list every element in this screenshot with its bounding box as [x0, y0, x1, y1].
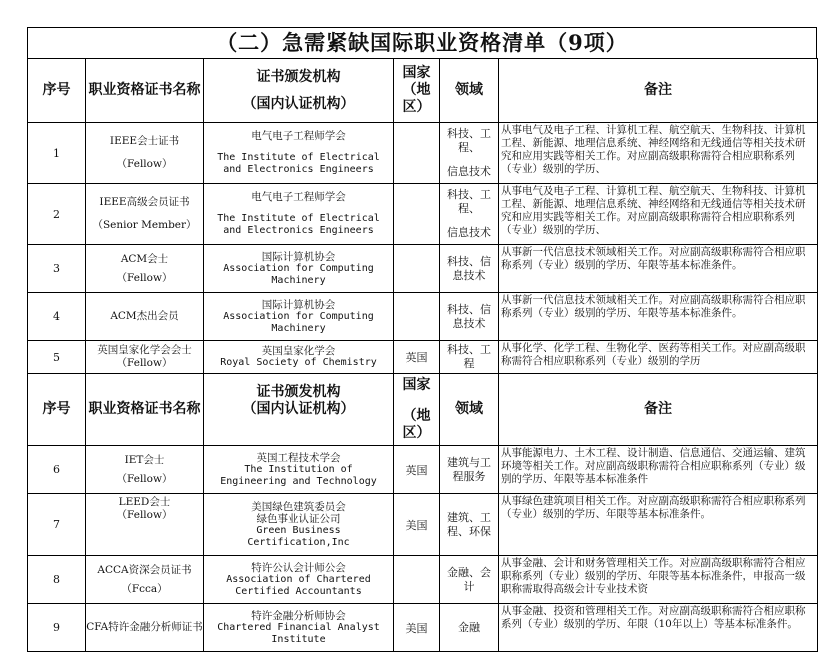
header-field: 领域 [440, 374, 499, 446]
country [394, 123, 440, 184]
org-name-cn: 美国绿色建筑委员会 [251, 500, 346, 513]
field-line: 信息技术 [447, 226, 491, 239]
table-row [28, 245, 818, 293]
issuing-org [204, 245, 394, 293]
org-name-en: Green Business [256, 524, 341, 536]
cert-name-line: IET会士 [124, 453, 165, 466]
org-name-cn: 特许公认会计师公会 [251, 561, 346, 574]
field [440, 123, 499, 184]
org-name-en: Machinery [271, 322, 326, 334]
country [394, 556, 440, 604]
org-name-en: The Institute of Electrical [217, 152, 380, 163]
org-name-en: and Electronics Engineers [223, 225, 374, 236]
cert-name [86, 123, 204, 184]
org-name-cn: 绿色事业认证公司 [256, 512, 341, 525]
org-name-en: The Institution of [244, 463, 353, 475]
note: 从事新一代信息技术领域相关工作。对应副高级职称需符合相应职称系列（专业）级别的学历、年限等基本标准条件。 [499, 293, 818, 341]
field: 科技、工程 [440, 341, 499, 374]
table-row [28, 293, 818, 341]
cert-name-line: IEEE高级会员证书 [99, 196, 190, 208]
header-org-line2: （国内认证机构） [242, 95, 355, 112]
org-name-en: Institute [271, 633, 326, 645]
header-org-line1: 证书颁发机构 [256, 68, 341, 85]
table-row [28, 556, 818, 604]
country [394, 245, 440, 293]
org-name-cn: 国际计算机协会 [261, 298, 336, 311]
cert-name-line: 英国皇家化学会会士 [97, 344, 192, 356]
field: 科技、信息技术 [440, 293, 499, 341]
org-name-en: Association of Chartered [226, 573, 371, 585]
note: 从事电气及电子工程、计算机工程、航空航天、生物科技、计算机工程、新能源、地理信息系统、神经网络和无线通信等相关技术研究和应用实践等相关工作。对应副高级职称需符合相应职称系列（专业）级别的学历、 [499, 123, 818, 184]
header-org [204, 59, 394, 123]
note: 从事电气及电子工程、计算机工程、航空航天、生物科技、计算机工程、新能源、地理信息系统、神经网络和无线通信等相关技术研究和应用实践等相关工作。对应副高级职称需符合相应职称系列（专业）级别的学历、 [499, 184, 818, 245]
country [394, 293, 440, 341]
country: 英国 [394, 446, 440, 494]
field: 建筑与工程服务 [440, 446, 499, 494]
row-no: 2 [28, 184, 86, 245]
org-name-cn: 国际计算机协会 [261, 250, 336, 263]
table-row [28, 494, 818, 556]
field-line: 信息技术 [447, 165, 491, 178]
table-row [28, 123, 818, 184]
org-name-en: and Electronics Engineers [223, 164, 374, 175]
country: 英国 [394, 341, 440, 374]
table-row [28, 604, 818, 652]
row-no: 3 [28, 245, 86, 293]
note: 从事化学、化学工程、生物化学、医药等相关工作。对应副高级职称需符合相应职称系列（专业）级别的学历 [499, 341, 818, 374]
header-org-line1: 证书颁发机构 [256, 383, 341, 400]
org-name-en: Certified Accountants [235, 585, 362, 597]
issuing-org [204, 293, 394, 341]
row-no: 7 [28, 494, 86, 556]
cert-name [86, 245, 204, 293]
header-cert: 职业资格证书名称 [86, 59, 204, 123]
note: 从事金融、投资和管理相关工作。对应副高级职称需符合相应职称系列（专业）级别的学历、年限（10年以上）等基本标准条件。 [499, 604, 818, 652]
country: 美国 [394, 494, 440, 556]
issuing-org [204, 556, 394, 604]
note: 从事绿色建筑项目相关工作。对应副高级职称需符合相应职称系列（专业）级别的学历、年限等基本标准条件。 [499, 494, 818, 556]
table-row [28, 446, 818, 494]
org-name-en: Certification,Inc [247, 536, 350, 548]
org-name-cn: 英国皇家化学会 [261, 345, 336, 357]
header-cert: 职业资格证书名称 [86, 374, 204, 446]
row-no: 6 [28, 446, 86, 494]
table-row [28, 341, 818, 374]
cert-name: ACM杰出会员 [86, 293, 204, 341]
cert-name-line: （Fcca） [121, 582, 168, 595]
header-field: 领域 [440, 59, 499, 123]
row-no: 1 [28, 123, 86, 184]
org-name-en: Association for Computing [223, 310, 374, 322]
header-country [394, 374, 440, 446]
cert-name [86, 341, 204, 374]
sheet-title: （二）急需紧缺国际职业资格清单（9项） [27, 27, 817, 58]
row-no: 9 [28, 604, 86, 652]
country [394, 184, 440, 245]
cert-name-line: （Fellow） [116, 357, 173, 369]
header-no: 序号 [28, 59, 86, 123]
header-no: 序号 [28, 374, 86, 446]
cert-name: CFA特许金融分析师证书 [86, 604, 204, 652]
org-name-en: Machinery [271, 274, 326, 286]
country: 美国 [394, 604, 440, 652]
header-org [204, 374, 394, 446]
header-country-line: 国家 [402, 377, 431, 393]
cert-name-line: （Fellow） [116, 158, 173, 170]
row-no: 4 [28, 293, 86, 341]
field: 金融 [440, 604, 499, 652]
cert-name-line: （Fellow） [116, 509, 173, 521]
issuing-org [204, 341, 394, 374]
cert-name-line: LEED会士 [118, 496, 171, 508]
header-org-line2: （国内认证机构） [242, 400, 355, 417]
cert-name-line: （Senior Member） [92, 219, 197, 231]
org-name-en: Association for Computing [223, 262, 374, 274]
org-name-en: Engineering and Technology [220, 475, 377, 487]
note: 从事能源电力、土木工程、设计制造、信息通信、交通运输、建筑环境等相关工作。对应副高级职称需符合相应职称系列（专业）级别的学历、年限等基本标准条件 [499, 446, 818, 494]
field-line: 科技、工程、 [447, 188, 491, 215]
cert-name [86, 494, 204, 556]
row-no: 8 [28, 556, 86, 604]
header-note: 备注 [499, 59, 818, 123]
cert-name-line: IEEE会士证书 [109, 135, 180, 147]
issuing-org [204, 604, 394, 652]
org-name-cn: 电气电子工程师学会 [251, 191, 346, 203]
org-name-en: Chartered Financial Analyst [217, 621, 380, 633]
issuing-org [204, 494, 394, 556]
field: 科技、信息技术 [440, 245, 499, 293]
table-header-row [28, 59, 818, 123]
row-no: 5 [28, 341, 86, 374]
cert-name [86, 184, 204, 245]
header-country: 国家（地区） [394, 59, 440, 123]
issuing-org [204, 123, 394, 184]
qualification-table [27, 58, 818, 652]
field [440, 184, 499, 245]
field-line: 科技、工程、 [447, 127, 491, 154]
org-name-en: The Institute of Electrical [217, 213, 380, 224]
cert-name-line: （Fellow） [116, 271, 173, 284]
header-note: 备注 [499, 374, 818, 446]
cert-name-line: ACM会士 [120, 252, 169, 265]
table-header-row [28, 374, 818, 446]
issuing-org [204, 446, 394, 494]
org-name-en: Royal Society of Chemistry [220, 357, 377, 368]
org-name-cn: 电气电子工程师学会 [251, 130, 346, 142]
field: 金融、会计 [440, 556, 499, 604]
cert-name-line: （Fellow） [116, 472, 173, 485]
field: 建筑、工程、环保 [440, 494, 499, 556]
qualification-sheet [27, 27, 817, 652]
cert-name-line: ACCA资深会员证书 [97, 563, 192, 576]
header-country-line: （地区） [402, 408, 431, 441]
note: 从事新一代信息技术领域相关工作。对应副高级职称需符合相应职称系列（专业）级别的学历、年限等基本标准条件。 [499, 245, 818, 293]
issuing-org [204, 184, 394, 245]
cert-name [86, 556, 204, 604]
org-name-cn: 英国工程技术学会 [256, 451, 341, 464]
org-name-cn: 特许金融分析师协会 [251, 609, 346, 622]
note: 从事金融、会计和财务管理相关工作。对应副高级职称需符合相应职称系列（专业）级别的学历、年限等基本标准条件，申报高一级职称需取得高级会计专业技术资 [499, 556, 818, 604]
cert-name [86, 446, 204, 494]
table-row [28, 184, 818, 245]
